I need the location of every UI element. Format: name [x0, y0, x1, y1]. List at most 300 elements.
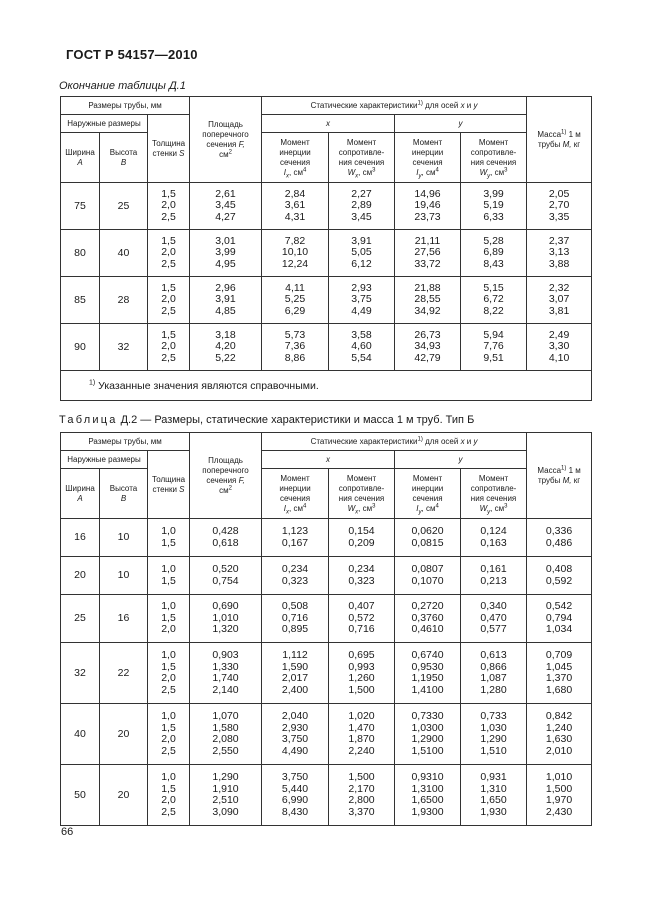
- cell-value: 3,370: [348, 805, 375, 818]
- cell-value: 1,010: [545, 771, 573, 783]
- cell-value: 0,407: [348, 600, 375, 613]
- cell-value: 3,090: [212, 805, 239, 818]
- cell-value: 1,5: [161, 187, 176, 200]
- cell-value: 1,2900: [411, 733, 444, 745]
- cell-value: 0,903: [212, 649, 239, 661]
- cell-value: 2,27: [351, 187, 372, 200]
- table-row: [61, 595, 592, 643]
- cell-value: 3,750: [281, 733, 309, 745]
- cell-wy: [461, 557, 527, 595]
- cell-value: 9,51: [483, 351, 504, 364]
- cell-ix: [262, 557, 329, 595]
- cell-iy: [395, 704, 461, 765]
- cell-ix: [262, 324, 329, 371]
- cell-value: 4,490: [281, 744, 309, 757]
- cell-value: 2,5: [161, 304, 176, 317]
- header-axis-x: x: [262, 451, 395, 469]
- cell-value: 42,79: [414, 351, 441, 364]
- header-axis-x: x: [262, 115, 395, 133]
- cell-wx: [329, 595, 395, 643]
- cell-value: 27,56: [414, 246, 441, 259]
- cell-value: 2,0: [161, 623, 176, 636]
- cell-value: 19,46: [414, 199, 441, 212]
- cell-value: 26,73: [414, 328, 441, 341]
- cell-f: [190, 643, 262, 704]
- cell-value: 1,0: [161, 525, 176, 537]
- cell-value: 3,91: [351, 234, 372, 247]
- cell-value: 2,5: [161, 351, 176, 364]
- cell-value: 2,170: [348, 782, 375, 795]
- cell-value: 1,510: [480, 744, 507, 757]
- cell-value: 6,89: [483, 246, 504, 259]
- cell-value: 3,99: [215, 246, 236, 259]
- cell-value: 1,910: [212, 782, 239, 795]
- cell-value: 2,040: [281, 710, 309, 722]
- cell-s: [148, 519, 190, 557]
- cell-value: 2,510: [212, 794, 239, 806]
- cell-s: [148, 230, 190, 277]
- cell-height: 22: [100, 643, 148, 704]
- header-outer-sizes: Наружные размеры: [61, 451, 148, 469]
- cell-value: 0,161: [480, 563, 507, 575]
- cell-f: [190, 595, 262, 643]
- cell-wy: [461, 277, 527, 324]
- cell-width: 20: [61, 557, 100, 595]
- cell-value: 8,430: [281, 805, 309, 818]
- cell-width: 40: [61, 704, 100, 765]
- cell-value: 6,72: [483, 293, 504, 306]
- cell-value: 7,76: [483, 340, 504, 353]
- cell-s: [148, 183, 190, 230]
- cell-value: 1,260: [348, 672, 375, 684]
- cell-height: 32: [100, 324, 148, 371]
- cell-wy: [461, 704, 527, 765]
- cell-value: 1,500: [348, 771, 375, 783]
- cell-value: 1,650: [480, 794, 507, 806]
- cell-value: 1,630: [545, 733, 573, 745]
- cell-width: 50: [61, 765, 100, 826]
- cell-value: 1,870: [348, 733, 375, 745]
- cell-value: 0,124: [480, 525, 507, 537]
- header-wy: Момент сопротивле- ния сечения $W_y$, $см^3$: [461, 469, 527, 519]
- cell-iy: [395, 324, 461, 371]
- cell-value: 3,61: [284, 199, 306, 212]
- cell-value: 0,234: [348, 563, 375, 575]
- cell-ix: [262, 643, 329, 704]
- cell-value: 0,592: [545, 574, 573, 587]
- cell-value: 1,3100: [411, 782, 444, 795]
- cell-value: 0,9310: [411, 771, 444, 783]
- cell-value: 1,5: [161, 574, 176, 587]
- cell-iy: [395, 765, 461, 826]
- cell-value: 1,330: [212, 660, 239, 673]
- cell-value: 0,794: [545, 611, 573, 624]
- cell-height: 10: [100, 519, 148, 557]
- cell-value: 2,010: [545, 744, 573, 757]
- cell-value: 10,10: [281, 246, 309, 259]
- cell-value: 2,93: [351, 281, 372, 294]
- cell-wx: [329, 324, 395, 371]
- cell-value: 1,070: [212, 710, 239, 722]
- cell-value: 2,5: [161, 210, 176, 223]
- table-row: [61, 183, 592, 230]
- cell-value: 0,709: [545, 649, 573, 661]
- cell-iy: [395, 595, 461, 643]
- cell-value: 28,55: [414, 293, 441, 306]
- cell-value: 0,323: [281, 574, 309, 587]
- cell-height: 20: [100, 765, 148, 826]
- cell-value: 2,0: [161, 199, 176, 212]
- cell-f: [190, 519, 262, 557]
- table-row: [61, 643, 592, 704]
- cell-wx: [329, 557, 395, 595]
- cell-s: [148, 643, 190, 704]
- cell-value: 2,5: [161, 744, 176, 757]
- cell-value: 0,613: [480, 649, 507, 661]
- header-wx: Момент сопротивле- ния сечения $W_x$, $см^3$: [329, 469, 395, 519]
- cell-value: 3,45: [215, 199, 236, 212]
- cell-f: [190, 557, 262, 595]
- cell-value: 1,0: [161, 710, 176, 722]
- cell-value: 4,20: [215, 340, 236, 353]
- table-row: [61, 704, 592, 765]
- cell-value: 34,92: [414, 304, 441, 317]
- cell-value: 5,05: [351, 246, 372, 259]
- cell-value: 5,94: [483, 328, 504, 341]
- header-ix: Момент инерции сечения $I_x$, $см^4$: [262, 133, 329, 183]
- cell-value: 1,0: [161, 649, 176, 661]
- cell-value: 5,22: [215, 351, 236, 364]
- cell-value: 2,930: [281, 721, 309, 734]
- cell-ix: [262, 277, 329, 324]
- cell-value: 5,15: [483, 281, 504, 294]
- cell-value: 1,590: [281, 660, 309, 673]
- table1-note: $^{1)}$ Указанные значения являются справочными.: [61, 371, 592, 401]
- cell-value: 2,400: [281, 683, 309, 696]
- table1: [60, 96, 592, 401]
- table1-caption: Окончание таблицы Д.1: [59, 80, 186, 92]
- cell-value: 1,5: [161, 328, 176, 341]
- cell-wx: [329, 519, 395, 557]
- cell-value: 1,500: [348, 683, 375, 696]
- cell-value: 0,0807: [411, 563, 444, 575]
- cell-s: [148, 277, 190, 324]
- cell-value: 2,5: [161, 683, 176, 696]
- cell-m: [527, 557, 592, 595]
- header-area: Площадь поперечного сечения F, $см^2$: [190, 97, 262, 183]
- cell-value: 1,5100: [411, 744, 444, 757]
- cell-value: 2,5: [161, 805, 176, 818]
- cell-value: 1,5: [161, 721, 176, 734]
- cell-value: 2,0: [161, 672, 176, 684]
- cell-value: 6,29: [284, 304, 306, 317]
- cell-value: 1,0: [161, 600, 176, 613]
- cell-value: 0,842: [545, 710, 573, 722]
- cell-ix: [262, 765, 329, 826]
- cell-value: 23,73: [414, 210, 441, 223]
- cell-value: 1,9300: [411, 805, 444, 818]
- cell-value: 0,336: [545, 525, 573, 537]
- cell-value: 1,370: [545, 672, 573, 684]
- cell-value: 0,234: [281, 563, 309, 575]
- cell-value: 1,500: [545, 782, 573, 795]
- cell-value: 6,990: [281, 794, 309, 806]
- table-row: [61, 765, 592, 826]
- cell-m: [527, 230, 592, 277]
- cell-value: 1,030: [480, 721, 507, 734]
- cell-s: [148, 557, 190, 595]
- cell-value: 3,750: [281, 771, 309, 783]
- cell-value: 0,508: [281, 600, 309, 613]
- table-row: [61, 324, 592, 371]
- cell-s: [148, 595, 190, 643]
- cell-m: [527, 765, 592, 826]
- cell-wx: [329, 230, 395, 277]
- cell-width: 32: [61, 643, 100, 704]
- cell-value: 4,60: [351, 340, 372, 353]
- cell-s: [148, 765, 190, 826]
- cell-value: 5,54: [351, 351, 372, 364]
- cell-value: 0,4610: [411, 623, 444, 636]
- cell-value: 0,895: [281, 623, 309, 636]
- cell-value: 2,5: [161, 257, 176, 270]
- cell-value: 1,0: [161, 771, 176, 783]
- cell-width: 75: [61, 183, 100, 230]
- cell-value: 2,0: [161, 246, 176, 259]
- cell-wy: [461, 183, 527, 230]
- cell-value: 4,95: [215, 257, 236, 270]
- cell-value: 4,31: [284, 210, 306, 223]
- cell-value: 2,49: [548, 328, 570, 341]
- cell-value: 1,5: [161, 660, 176, 673]
- cell-value: 1,740: [212, 672, 239, 684]
- cell-iy: [395, 277, 461, 324]
- cell-m: [527, 595, 592, 643]
- cell-value: 0,3760: [411, 611, 444, 624]
- cell-height: 10: [100, 557, 148, 595]
- cell-value: 0,572: [348, 611, 375, 624]
- header-wall: Толщина стенки S: [148, 451, 190, 519]
- cell-value: 0,6740: [411, 649, 444, 661]
- header-mass: Масса$^{1)}$ 1 м трубы M, кг: [527, 433, 592, 519]
- cell-value: 0,428: [212, 525, 239, 537]
- cell-wx: [329, 704, 395, 765]
- header-ix: Момент инерции сечения $I_x$, $см^4$: [262, 469, 329, 519]
- cell-value: 0,167: [281, 536, 309, 549]
- cell-value: 2,89: [351, 199, 372, 212]
- cell-m: [527, 704, 592, 765]
- cell-value: 0,209: [348, 536, 375, 549]
- cell-ix: [262, 519, 329, 557]
- cell-value: 3,18: [215, 328, 236, 341]
- cell-value: 1,045: [545, 660, 573, 673]
- cell-s: [148, 704, 190, 765]
- cell-f: [190, 183, 262, 230]
- header-wy: Момент сопротивле- ния сечения $W_y$, $см^3$: [461, 133, 527, 183]
- cell-value: 8,22: [483, 304, 504, 317]
- cell-value: 0,0620: [411, 525, 444, 537]
- cell-value: 0,486: [545, 536, 573, 549]
- cell-value: 0,323: [348, 574, 375, 587]
- cell-value: 0,2720: [411, 600, 444, 613]
- header-static-chars: Статические характеристики$^{1)}$ для осей x и y: [262, 433, 527, 451]
- cell-ix: [262, 704, 329, 765]
- cell-value: 0,695: [348, 649, 375, 661]
- cell-value: 2,0: [161, 733, 176, 745]
- cell-value: 0,754: [212, 574, 239, 587]
- cell-value: 1,680: [545, 683, 573, 696]
- table-row: [61, 519, 592, 557]
- header-mass: Масса$^{1)}$ 1 м трубы M, кг: [527, 97, 592, 183]
- cell-value: 0,163: [480, 536, 507, 549]
- cell-value: 4,49: [351, 304, 372, 317]
- cell-value: 1,5: [161, 782, 176, 795]
- cell-value: 1,0300: [411, 721, 444, 734]
- cell-value: 1,320: [212, 623, 239, 636]
- cell-value: 1,470: [348, 721, 375, 734]
- cell-f: [190, 324, 262, 371]
- page-number: 66: [61, 826, 74, 838]
- table-row: [61, 557, 592, 595]
- cell-value: 2,800: [348, 794, 375, 806]
- cell-f: [190, 765, 262, 826]
- cell-iy: [395, 230, 461, 277]
- cell-value: 0,0815: [411, 536, 444, 549]
- header-iy: Момент инерции сечения $I_y$, $см^4$: [395, 469, 461, 519]
- cell-value: 3,99: [483, 187, 504, 200]
- cell-value: 0,154: [348, 525, 375, 537]
- cell-width: 85: [61, 277, 100, 324]
- cell-height: 16: [100, 595, 148, 643]
- cell-value: 1,4100: [411, 683, 444, 696]
- cell-value: 0,520: [212, 563, 239, 575]
- cell-wx: [329, 183, 395, 230]
- cell-value: 3,45: [351, 210, 372, 223]
- cell-value: 3,81: [548, 304, 570, 317]
- cell-value: 6,33: [483, 210, 504, 223]
- cell-wy: [461, 595, 527, 643]
- cell-wy: [461, 324, 527, 371]
- cell-wx: [329, 277, 395, 324]
- cell-value: 0,618: [212, 536, 239, 549]
- cell-value: 2,430: [545, 805, 573, 818]
- cell-value: 12,24: [281, 257, 309, 270]
- cell-value: 5,19: [483, 199, 504, 212]
- cell-m: [527, 324, 592, 371]
- cell-value: 1,1950: [411, 672, 444, 684]
- cell-value: 0,213: [480, 574, 507, 587]
- cell-value: 2,61: [215, 187, 236, 200]
- cell-wy: [461, 643, 527, 704]
- header-tube-sizes: Размеры трубы, мм: [61, 97, 190, 115]
- cell-f: [190, 230, 262, 277]
- header-wx: Момент сопротивле- ния сечения $W_x$, $см^3$: [329, 133, 395, 183]
- cell-value: 1,123: [281, 525, 309, 537]
- cell-iy: [395, 557, 461, 595]
- cell-value: 1,290: [480, 733, 507, 745]
- cell-height: 28: [100, 277, 148, 324]
- cell-value: 0,690: [212, 600, 239, 613]
- cell-f: [190, 704, 262, 765]
- header-static-chars: Статические характеристики$^{1)}$ для осей x и y: [262, 97, 527, 115]
- cell-value: 2,70: [548, 199, 570, 212]
- cell-value: 3,58: [351, 328, 372, 341]
- header-tube-sizes: Размеры трубы, мм: [61, 433, 190, 451]
- cell-value: 1,087: [480, 672, 507, 684]
- header-width: Ширина A: [61, 469, 100, 519]
- cell-value: 1,5: [161, 234, 176, 247]
- cell-value: 7,82: [284, 234, 306, 247]
- cell-value: 1,240: [545, 721, 573, 734]
- cell-value: 2,140: [212, 683, 239, 696]
- cell-ix: [262, 183, 329, 230]
- cell-height: 40: [100, 230, 148, 277]
- cell-value: 0,408: [545, 563, 573, 575]
- header-height: Высота B: [100, 133, 148, 183]
- header-iy: Момент инерции сечения $I_y$, $см^4$: [395, 133, 461, 183]
- cell-value: 34,93: [414, 340, 441, 353]
- cell-value: 1,290: [212, 771, 239, 783]
- cell-value: 0,340: [480, 600, 507, 613]
- cell-value: 2,240: [348, 744, 375, 757]
- cell-iy: [395, 643, 461, 704]
- cell-value: 5,440: [281, 782, 309, 795]
- cell-value: 3,13: [548, 246, 570, 259]
- cell-value: 0,7330: [411, 710, 444, 722]
- cell-value: 1,970: [545, 794, 573, 806]
- cell-value: 0,733: [480, 710, 507, 722]
- cell-width: 80: [61, 230, 100, 277]
- header-area: Площадь поперечного сечения F, $см^2$: [190, 433, 262, 519]
- cell-height: 20: [100, 704, 148, 765]
- cell-value: 2,017: [281, 672, 309, 684]
- cell-value: 0,931: [480, 771, 507, 783]
- cell-value: 0,993: [348, 660, 375, 673]
- cell-wy: [461, 230, 527, 277]
- header-axis-y: y: [395, 115, 527, 133]
- cell-iy: [395, 519, 461, 557]
- cell-value: 2,0: [161, 340, 176, 353]
- cell-value: 8,43: [483, 257, 504, 270]
- cell-value: 2,080: [212, 733, 239, 745]
- cell-m: [527, 183, 592, 230]
- cell-value: 0,716: [281, 611, 309, 624]
- cell-wy: [461, 519, 527, 557]
- cell-value: 1,5: [161, 611, 176, 624]
- cell-value: 5,28: [483, 234, 504, 247]
- cell-value: 33,72: [414, 257, 441, 270]
- cell-f: [190, 277, 262, 324]
- cell-value: 2,32: [548, 281, 570, 294]
- cell-value: 4,11: [285, 281, 305, 294]
- cell-height: 25: [100, 183, 148, 230]
- cell-value: 3,30: [548, 340, 570, 353]
- cell-value: 3,91: [215, 293, 236, 306]
- cell-value: 1,034: [545, 623, 573, 636]
- cell-value: 1,020: [348, 710, 375, 722]
- table-row: [61, 277, 592, 324]
- cell-wx: [329, 643, 395, 704]
- cell-value: 3,01: [215, 234, 236, 247]
- cell-value: 3,07: [548, 293, 570, 306]
- cell-value: 4,27: [215, 210, 236, 223]
- cell-m: [527, 519, 592, 557]
- cell-value: 1,6500: [411, 794, 444, 806]
- cell-value: 1,580: [212, 721, 239, 734]
- cell-value: 0,577: [480, 623, 507, 636]
- cell-value: 1,5: [161, 281, 176, 294]
- cell-value: 1,112: [282, 649, 308, 661]
